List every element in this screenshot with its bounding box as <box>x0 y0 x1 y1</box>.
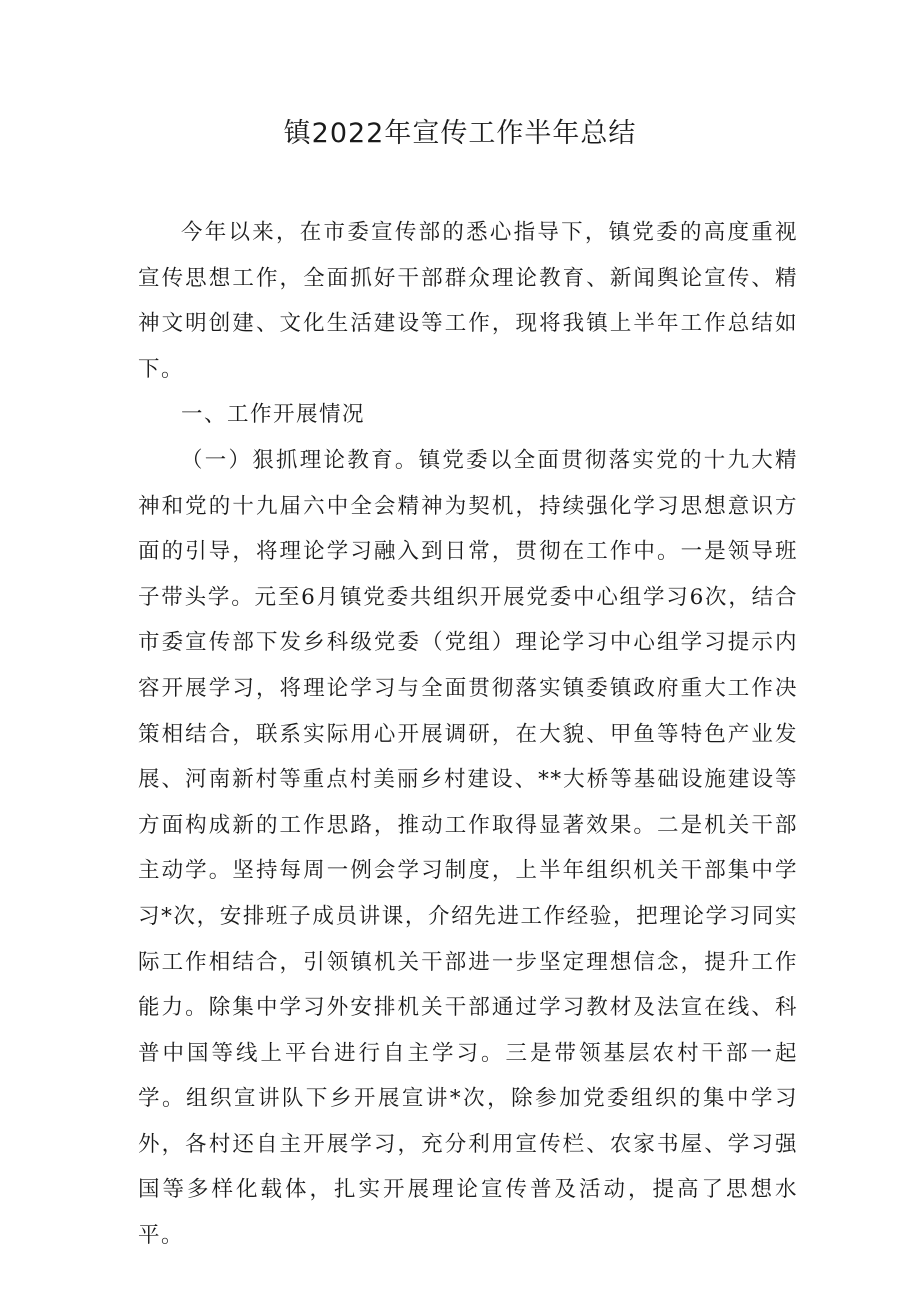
intro-paragraph: 今年以来，在市委宣传部的悉心指导下，镇党委的高度重视宣传思想工作，全面抓好干部群众理论教育、新闻舆论宣传、精神文明创建、文化生活建设等工作，现将我镇上半年工作总结如下。 <box>138 220 798 382</box>
section-paragraph: （一）狠抓理论教育。镇党委以全面贯彻落实党的十九大精神和党的十九届六中全会精神为契机，持续强化学习思想意识方面的引导，将理论学习融入到日常，贯彻在工作中。一是领导班子带头学。元至6月镇党委共组织开展党委中心组学习6次，结合市委宣传部下发乡科级党委（党组）理论学习中心组学习提示内容开展学习，将理论学习与全面贯彻落实镇委镇政府重大工作决策相结合，联系实际用心开展调研，在大貌、甲鱼等特色产业发展、河南新村等重点村美丽乡村建设、**大桥等基础设施建设等方面构成新的工作思路，推动工作取得显著效果。二是机关干部主动学。坚持每周一例会学习制度，上半年组织机关干部集中学习*次，安排班子成员讲课，介绍先进工作经验，把理论学习同实际工作相结合，引领镇机关干部进一步坚定理想信念，提升工作能力。除集中学习外安排机关干部通过学习教材及法宣在线、科普中国等线上平台进行自主学习。三是带领基层农村干部一起学。组织宣讲队下乡开展宣讲*次，除参加党委组织的集中学习外，各村还自主开展学习，充分利用宣传栏、农家书屋、学习强国等多样化载体，扎实开展理论宣传普及活动，提高了思想水平。 <box>138 447 798 1249</box>
section-heading: 一、工作开展情况 <box>181 402 366 428</box>
document-body <box>138 210 798 1259</box>
document-title: 镇2022年宣传工作半年总结 <box>283 118 637 149</box>
